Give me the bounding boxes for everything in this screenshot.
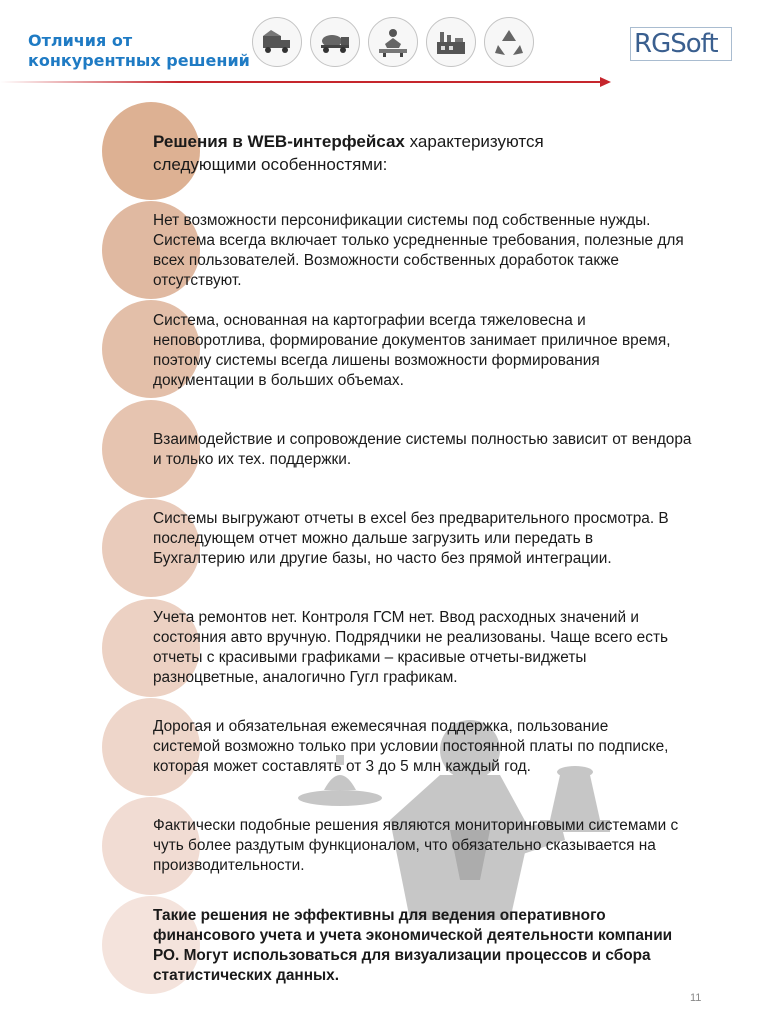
waiter-watermark-icon (290, 680, 650, 920)
page-title (28, 31, 278, 71)
rgsoft-logo (630, 27, 732, 61)
point-4: Системы выгружают отчеты в excel без предварительного просмотра. В последующем отчет можно дальше загрузить или передать в Бухгалтерию или другие базы, но часто без прямой интеграции. (153, 510, 669, 567)
point-7: Фактически подобные решения являются мониторинговыми системами с чуть более раздутым функционалом, что обязательно сказывается на производительности. (153, 817, 679, 874)
page-title-line2: конкурентных решений (28, 51, 250, 70)
header-icon-strip (252, 17, 537, 69)
workers-icon (368, 17, 418, 67)
mixer-truck-icon (310, 17, 360, 67)
page-title-line1: Отличия от (28, 31, 133, 50)
divider-arrow-head (600, 77, 611, 87)
point-2: Система, основанная на картографии всегда тяжеловесна и неповоротлива, формирование документов занимает приличное время, поэтому системы всегда лишены возможности формирования документации в больших объемах. (153, 312, 671, 389)
divider-arrow-line (180, 81, 602, 83)
factory-icon (426, 17, 476, 67)
intro-bold: Решения в WEB-интерфейсах (153, 132, 405, 151)
truck-icon (252, 17, 302, 67)
point-3: Взаимодействие и сопровождение системы полностью зависит от вендора и только их тех. поддержки. (153, 431, 692, 468)
point-1: Нет возможности персонификации системы под собственные нужды. Система всегда включает только усредненные требования, полезные для всех пользователей. Возможности собственных доработок также отсутствуют. (153, 212, 684, 289)
point-6: Дорогая и обязательная ежемесячная поддержка, пользование системой возможно только при условии постоянной платы по подписке, которая может составлять от 3 до 5 млн каждый год. (153, 718, 669, 775)
intro-text (153, 130, 603, 176)
recycle-icon (484, 17, 534, 67)
intro-rest: характеризуются следующими особенностями: (153, 132, 544, 174)
page-number: 11 (690, 992, 702, 1004)
point-5: Учета ремонтов нет. Контроля ГСМ нет. Ввод расходных значений и состояния авто вручную. Подрядчики не реализованы. Чаще всего есть отчеты с красивыми графиками – красивые отчеты-виджеты разноцветные, аналогично Гугл графикам. (153, 609, 669, 686)
logo-text: RGSoft (634, 29, 718, 59)
conclusion-text: Такие решения не эффективны для ведения оперативного финансового учета и учета экономической деятельности компании РО. Могут использоваться для визуализации процессов и сбора статистических данных. (153, 907, 673, 984)
divider-fade (0, 81, 180, 83)
